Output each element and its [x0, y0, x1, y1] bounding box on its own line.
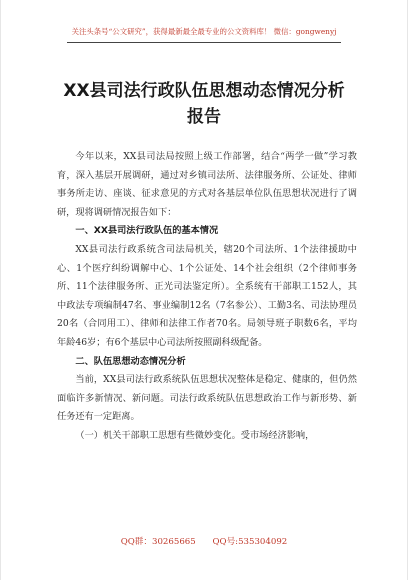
intro-paragraph: 今年以来，XX县司法局按照上级工作部署，结合“两学一做”学习教育，深入基层开展调研，通过对乡镇司法所、法律服务所、公证处、律师事务所走访、座谈、征求意见的方式对各基层单位队伍思想状况进行了调研，现将调研情况报告如下： — [57, 151, 357, 218]
section-heading-analysis: 二、队伍思想动态情况分析 — [75, 355, 186, 367]
document-title: XX县司法行政队伍思想动态情况分析报告 — [63, 81, 345, 127]
section-heading-basic-info: 一、XX县司法行政队伍的基本情况 — [75, 225, 219, 237]
subsection-paragraph: （一）机关干部职工思想有些微妙变化。受市场经济影响， — [75, 429, 315, 441]
basic-info-paragraph: XX县司法行政系统含司法局机关，辖20个司法所、1个法律援助中心、1个医疗纠纷调解中心、1个公证处、14个社会组织（2个律师事务所、11个法律服务所、正光司法鉴定所）。全系统有干部职工152人，其中政法专项编制47名、事业编制12名（7名参公）、工勤3名、司法协理员20名（合同用工）、律师和法律工作者70名。局领导班子职数6名，平均年龄46岁；有6个基层中心司法所按照副科级配备。 — [57, 243, 357, 348]
footer-contact — [1, 536, 407, 548]
document-body — [57, 148, 357, 446]
footer-qq-number: QQ号:535304092 — [212, 537, 288, 547]
analysis-paragraph: 当前，XX县司法行政系统队伍思想状况整体是稳定、健康的，但仍然面临许多新情况、新问题。司法行政系统队伍思想政治工作与新形势、新任务还有一定距离。 — [57, 374, 357, 423]
footer-qq-group: QQ群：30265665 — [120, 537, 196, 547]
header-notice: 关注头条号“公文研究”，获得最新最全最专业的公文资料库！ 微信：gongwenyj — [71, 27, 337, 36]
header-divider — [67, 42, 341, 43]
